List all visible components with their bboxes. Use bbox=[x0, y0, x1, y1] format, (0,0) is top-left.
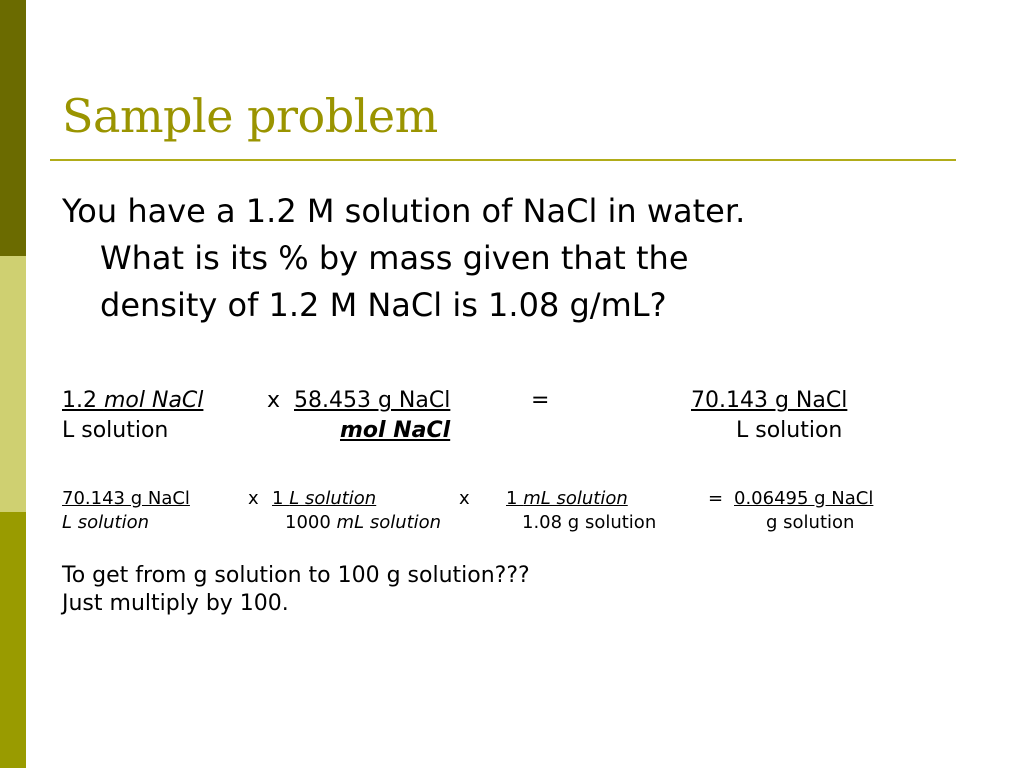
problem-line-3: density of 1.2 M NaCl is 1.08 g/mL? bbox=[100, 286, 667, 324]
conv2-den2-unit: mL solution bbox=[336, 512, 442, 533]
explanation-line-1: To get from g solution to 100 g solution??? bbox=[62, 563, 530, 588]
explanation-line-2: Just multiply by 100. bbox=[62, 591, 289, 616]
conv1-denominator-1: L solution bbox=[62, 418, 169, 443]
conv1-num-unit: mol NaCl bbox=[103, 388, 204, 413]
conv1-factor-numerator: 58.453 g NaCl bbox=[294, 388, 451, 413]
conv1-equals-sign: = bbox=[531, 388, 550, 413]
conv2-denominator-2 bbox=[285, 511, 441, 535]
conv2-result-numerator: 0.06495 g NaCl bbox=[734, 488, 874, 509]
conv2-denominator-1: L solution bbox=[62, 512, 150, 533]
conv2-denominator-3: 1.08 g solution bbox=[522, 512, 657, 533]
conv2-result-denominator: g solution bbox=[766, 512, 855, 533]
slide-title: Sample problem bbox=[62, 89, 438, 143]
conv1-factor-denominator: mol NaCl bbox=[340, 418, 451, 443]
problem-line-2: What is its % by mass given that the bbox=[100, 239, 689, 277]
conv2-equals-sign: = bbox=[708, 488, 724, 509]
conv2-num2-unit: L solution bbox=[289, 488, 377, 509]
sidebar-accent-bar bbox=[0, 0, 26, 768]
conv2-times-sign-2: x bbox=[459, 488, 470, 509]
conv1-times-sign: x bbox=[267, 388, 281, 413]
sidebar-segment-mid bbox=[0, 512, 26, 768]
title-underline-rule bbox=[50, 159, 956, 161]
conv2-numerator-3 bbox=[506, 487, 628, 511]
problem-line-1: You have a 1.2 M solution of NaCl in water. bbox=[62, 192, 746, 230]
sidebar-segment-light bbox=[0, 256, 26, 512]
conv2-numerator-2 bbox=[272, 487, 376, 511]
conv1-numerator-1 bbox=[62, 386, 203, 416]
sidebar-segment-dark bbox=[0, 0, 26, 256]
conv2-num3-unit: mL solution bbox=[523, 488, 628, 509]
problem-statement bbox=[62, 188, 962, 329]
conv1-num-value: 1.2 bbox=[62, 388, 104, 413]
conv2-num3-value: 1 bbox=[506, 488, 524, 509]
conv1-result-denominator: L solution bbox=[736, 418, 843, 443]
conv2-num2-value: 1 bbox=[272, 488, 290, 509]
conv1-result-numerator: 70.143 g NaCl bbox=[691, 388, 848, 413]
conv2-times-sign-1: x bbox=[248, 488, 259, 509]
conv2-den2-value: 1000 bbox=[285, 512, 337, 533]
conv2-numerator-1: 70.143 g NaCl bbox=[62, 488, 190, 509]
